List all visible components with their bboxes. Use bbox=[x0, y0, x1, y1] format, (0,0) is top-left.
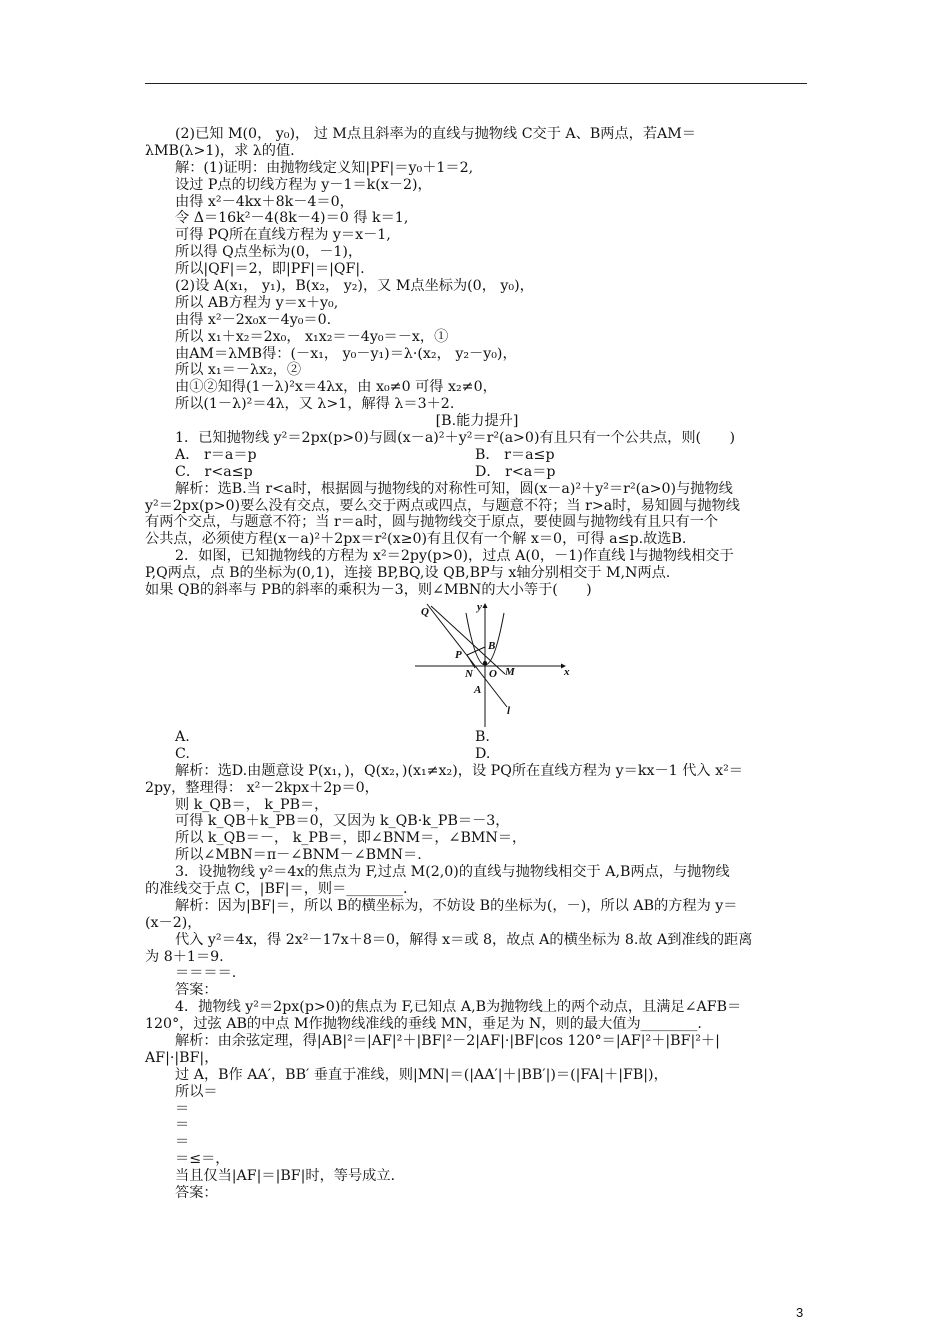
label-p: P bbox=[455, 648, 462, 661]
text-line: 所以得 Q点坐标为(0，－1)， bbox=[175, 244, 363, 261]
option-b: B. bbox=[475, 728, 490, 745]
question-3-line: 代入 y²＝4x，得 2x²－17x＋8＝0，解得 x＝或 8，故点 A的横坐标为 8.故 A到准线的距离 bbox=[175, 931, 753, 948]
label-m: M bbox=[505, 665, 515, 678]
parabola-diagram bbox=[413, 599, 573, 729]
text-line: 所以(1－λ)²＝4λ，又 λ>1，解得 λ＝3＋2. bbox=[175, 396, 455, 413]
label-n: N bbox=[465, 667, 473, 680]
option-c: C． r<a≤p bbox=[175, 463, 253, 480]
solution-line: 有两个交点，与题意不符；当 r＝a时，圆与抛物线交于原点，要使圆与抛物线有且只有一个 bbox=[145, 514, 719, 531]
option-a: A． r＝a＝p bbox=[175, 446, 257, 463]
question-3-line: 解析：因为|BF|＝，所以 B的横坐标为，不妨设 B的坐标为(，－)，所以 AB的方程为 y＝ bbox=[175, 897, 738, 914]
text-line: 所以 x₁＝－λx₂，② bbox=[175, 362, 302, 379]
point-o bbox=[484, 661, 487, 664]
text-line: λMB(λ>1)，求 λ的值. bbox=[145, 142, 295, 159]
question-4-line: ＝ bbox=[175, 1134, 190, 1151]
text-line: 所以 AB方程为 y＝x＋y₀, bbox=[175, 294, 339, 311]
question-2-options-row bbox=[145, 729, 809, 746]
text-line: (2)已知 M(0， y₀)， 过 M点且斜率为的直线与抛物线 C交于 A、B两点，若AM＝ bbox=[175, 126, 696, 142]
text-line: 由得 x²－4kx＋8k－4＝0， bbox=[175, 193, 354, 210]
question-4-line: 过 A，B作 AA′，BB′ 垂直于准线，则|MN|＝(|AA′|＋|BB′|)＝(|FA|＋|FB|)， bbox=[175, 1066, 668, 1083]
question-4-line: ＝≤＝， bbox=[175, 1151, 230, 1168]
label-q: Q bbox=[421, 605, 429, 618]
text-line: 解：(1)证明：由抛物线定义知|PF|＝y₀＋1＝2, bbox=[175, 159, 474, 176]
text-line: 由得 x²－2x₀x－4y₀＝0. bbox=[175, 311, 332, 328]
option-a: A. bbox=[175, 728, 190, 745]
option-d: D． r<a＝p bbox=[475, 463, 556, 480]
label-x: x bbox=[564, 665, 570, 678]
text-line: 由AM＝λMB得：(－x₁， y₀－y₁)＝λ·(x₂， y₂－y₀)， bbox=[175, 345, 517, 362]
question-3-line: 的准线交于点 C，|BF|＝，则＝________. bbox=[145, 880, 408, 897]
option-b: B． r＝a≤p bbox=[475, 446, 555, 463]
question-4-line: 4．抛物线 y²＝2px(p>0)的焦点为 F,已知点 A,B为抛物线上的两个动点，且满足∠AFB＝ bbox=[175, 999, 742, 1016]
text-line: (2)设 A(x₁， y₁)，B(x₂， y₂)，又 M点坐标为(0， y₀)， bbox=[175, 278, 534, 295]
question-3-line: 3．设抛物线 y²＝4x的焦点为 F,过点 M(2,0)的直线与抛物线相交于 A,B两点，与抛物线 bbox=[175, 864, 730, 881]
question-2-stem: 2．如图，已知抛物线的方程为 x²＝2py(p>0)，过点 A(0，－1)作直线 l与抛物线相交于 bbox=[175, 548, 734, 565]
question-3-line: 为 8＋1＝9. bbox=[145, 948, 224, 965]
question-3-line: (x－2)， bbox=[145, 914, 202, 931]
solution-line: y²＝2px(p>0)要么没有交点，要么交于两点或四点，与题意不符；当 r>a时，易知圆与抛物线 bbox=[145, 497, 740, 514]
header-rule bbox=[145, 83, 807, 84]
page-number: 3 bbox=[796, 1305, 804, 1320]
solution-line: 解析：选B.当 r<a时，根据圆与抛物线的对称性可知，圆(x－a)²＋y²＝r²(a>0)与抛物线 bbox=[175, 480, 733, 497]
question-4-line: ＝ bbox=[175, 1100, 190, 1117]
option-d: D. bbox=[475, 745, 491, 762]
question-4-line: 解析：由余弦定理，得|AB|²＝|AF|²＋|BF|²－2|AF|·|BF|cos 120°＝|AF|²＋|BF|²＋| bbox=[175, 1032, 720, 1049]
question-4-line: AF|·|BF|， bbox=[145, 1049, 219, 1066]
solution-line: 可得 k_QB＋k_PB＝0，又因为 k_QB·k_PB＝－3， bbox=[175, 813, 510, 830]
solution-line: 解析：选D.由题意设 P(x₁，)，Q(x₂，)(x₁≠x₂)，设 PQ所在直线方程为 y＝kx－1 代入 x²＝ bbox=[175, 762, 743, 779]
question-3-line: ＝＝＝＝. bbox=[175, 965, 237, 982]
text-line: 所以 x₁＋x₂＝2x₀， x₁x₂＝－4y₀＝－x，① bbox=[175, 328, 449, 345]
question-2-stem: 如果 QB的斜率与 PB的斜率的乘积为－3，则∠MBN的大小等于( ) bbox=[145, 582, 592, 599]
text-line: 可得 PQ所在直线方程为 y＝x－1, bbox=[175, 227, 391, 244]
solution-line: 所以 k_QB＝－， k_PB＝，即∠BNM＝，∠BMN＝， bbox=[175, 830, 527, 847]
question-1-options-row bbox=[145, 447, 809, 464]
text-line: 令 Δ＝16k²－4(8k－4)＝0 得 k＝1, bbox=[175, 210, 409, 227]
text-line: 由①②知得(1－λ)²x＝4λx，由 x₀≠0 可得 x₂≠0， bbox=[175, 379, 497, 396]
text-line: 所以|QF|＝2，即|PF|＝|QF|. bbox=[175, 261, 365, 278]
question-2-options-row bbox=[145, 746, 809, 763]
solution-line: 所以∠MBN＝π－∠BNM－∠BMN＝. bbox=[175, 847, 422, 864]
option-c: C. bbox=[175, 745, 190, 762]
question-4-line: 所以＝ bbox=[175, 1083, 218, 1100]
question-4-line: 当且仅当|AF|＝|BF|时，等号成立. bbox=[175, 1168, 396, 1185]
question-1-stem: 1．已知抛物线 y²＝2px(p>0)与圆(x－a)²＋y²＝r²(a>0)有且只有一个公共点，则( ) bbox=[175, 430, 736, 447]
solution-line: 则 k_QB＝， k_PB＝， bbox=[175, 796, 329, 813]
y-axis-arrow bbox=[483, 603, 488, 608]
question-4-line: 120°，过弦 AB的中点 M作抛物线准线的垂线 MN，垂足为 N，则的最大值为________. bbox=[145, 1016, 702, 1033]
label-l: l bbox=[507, 704, 511, 717]
label-a: A bbox=[474, 683, 482, 696]
question-3-answer: 答案： bbox=[175, 982, 218, 999]
question-2-stem: P,Q两点，点 B的坐标为(0,1)，连接 BP,BQ,设 QB,BP与 x轴分别相交于 M,N两点. bbox=[145, 565, 671, 582]
solution-line: 2py，整理得： x²－2kpx＋2p＝0， bbox=[145, 779, 379, 796]
page-body bbox=[145, 126, 809, 1202]
question-1-options-row bbox=[145, 464, 809, 481]
section-title: [B.能力提升] bbox=[435, 413, 519, 430]
question-4-line: ＝ bbox=[175, 1117, 190, 1134]
parabola-figure bbox=[145, 599, 809, 729]
solution-line: 公共点，必须使方程(x－a)²＋2px＝r²(x≥0)有且仅有一个解 x＝0，可得 a≤p.故选B. bbox=[145, 531, 687, 548]
label-o: O bbox=[489, 667, 497, 680]
label-y: y bbox=[477, 600, 482, 613]
text-line: 设过 P点的切线方程为 y－1＝k(x－2)， bbox=[175, 176, 432, 193]
label-b: B bbox=[488, 639, 496, 652]
question-4-answer: 答案： bbox=[175, 1184, 218, 1201]
